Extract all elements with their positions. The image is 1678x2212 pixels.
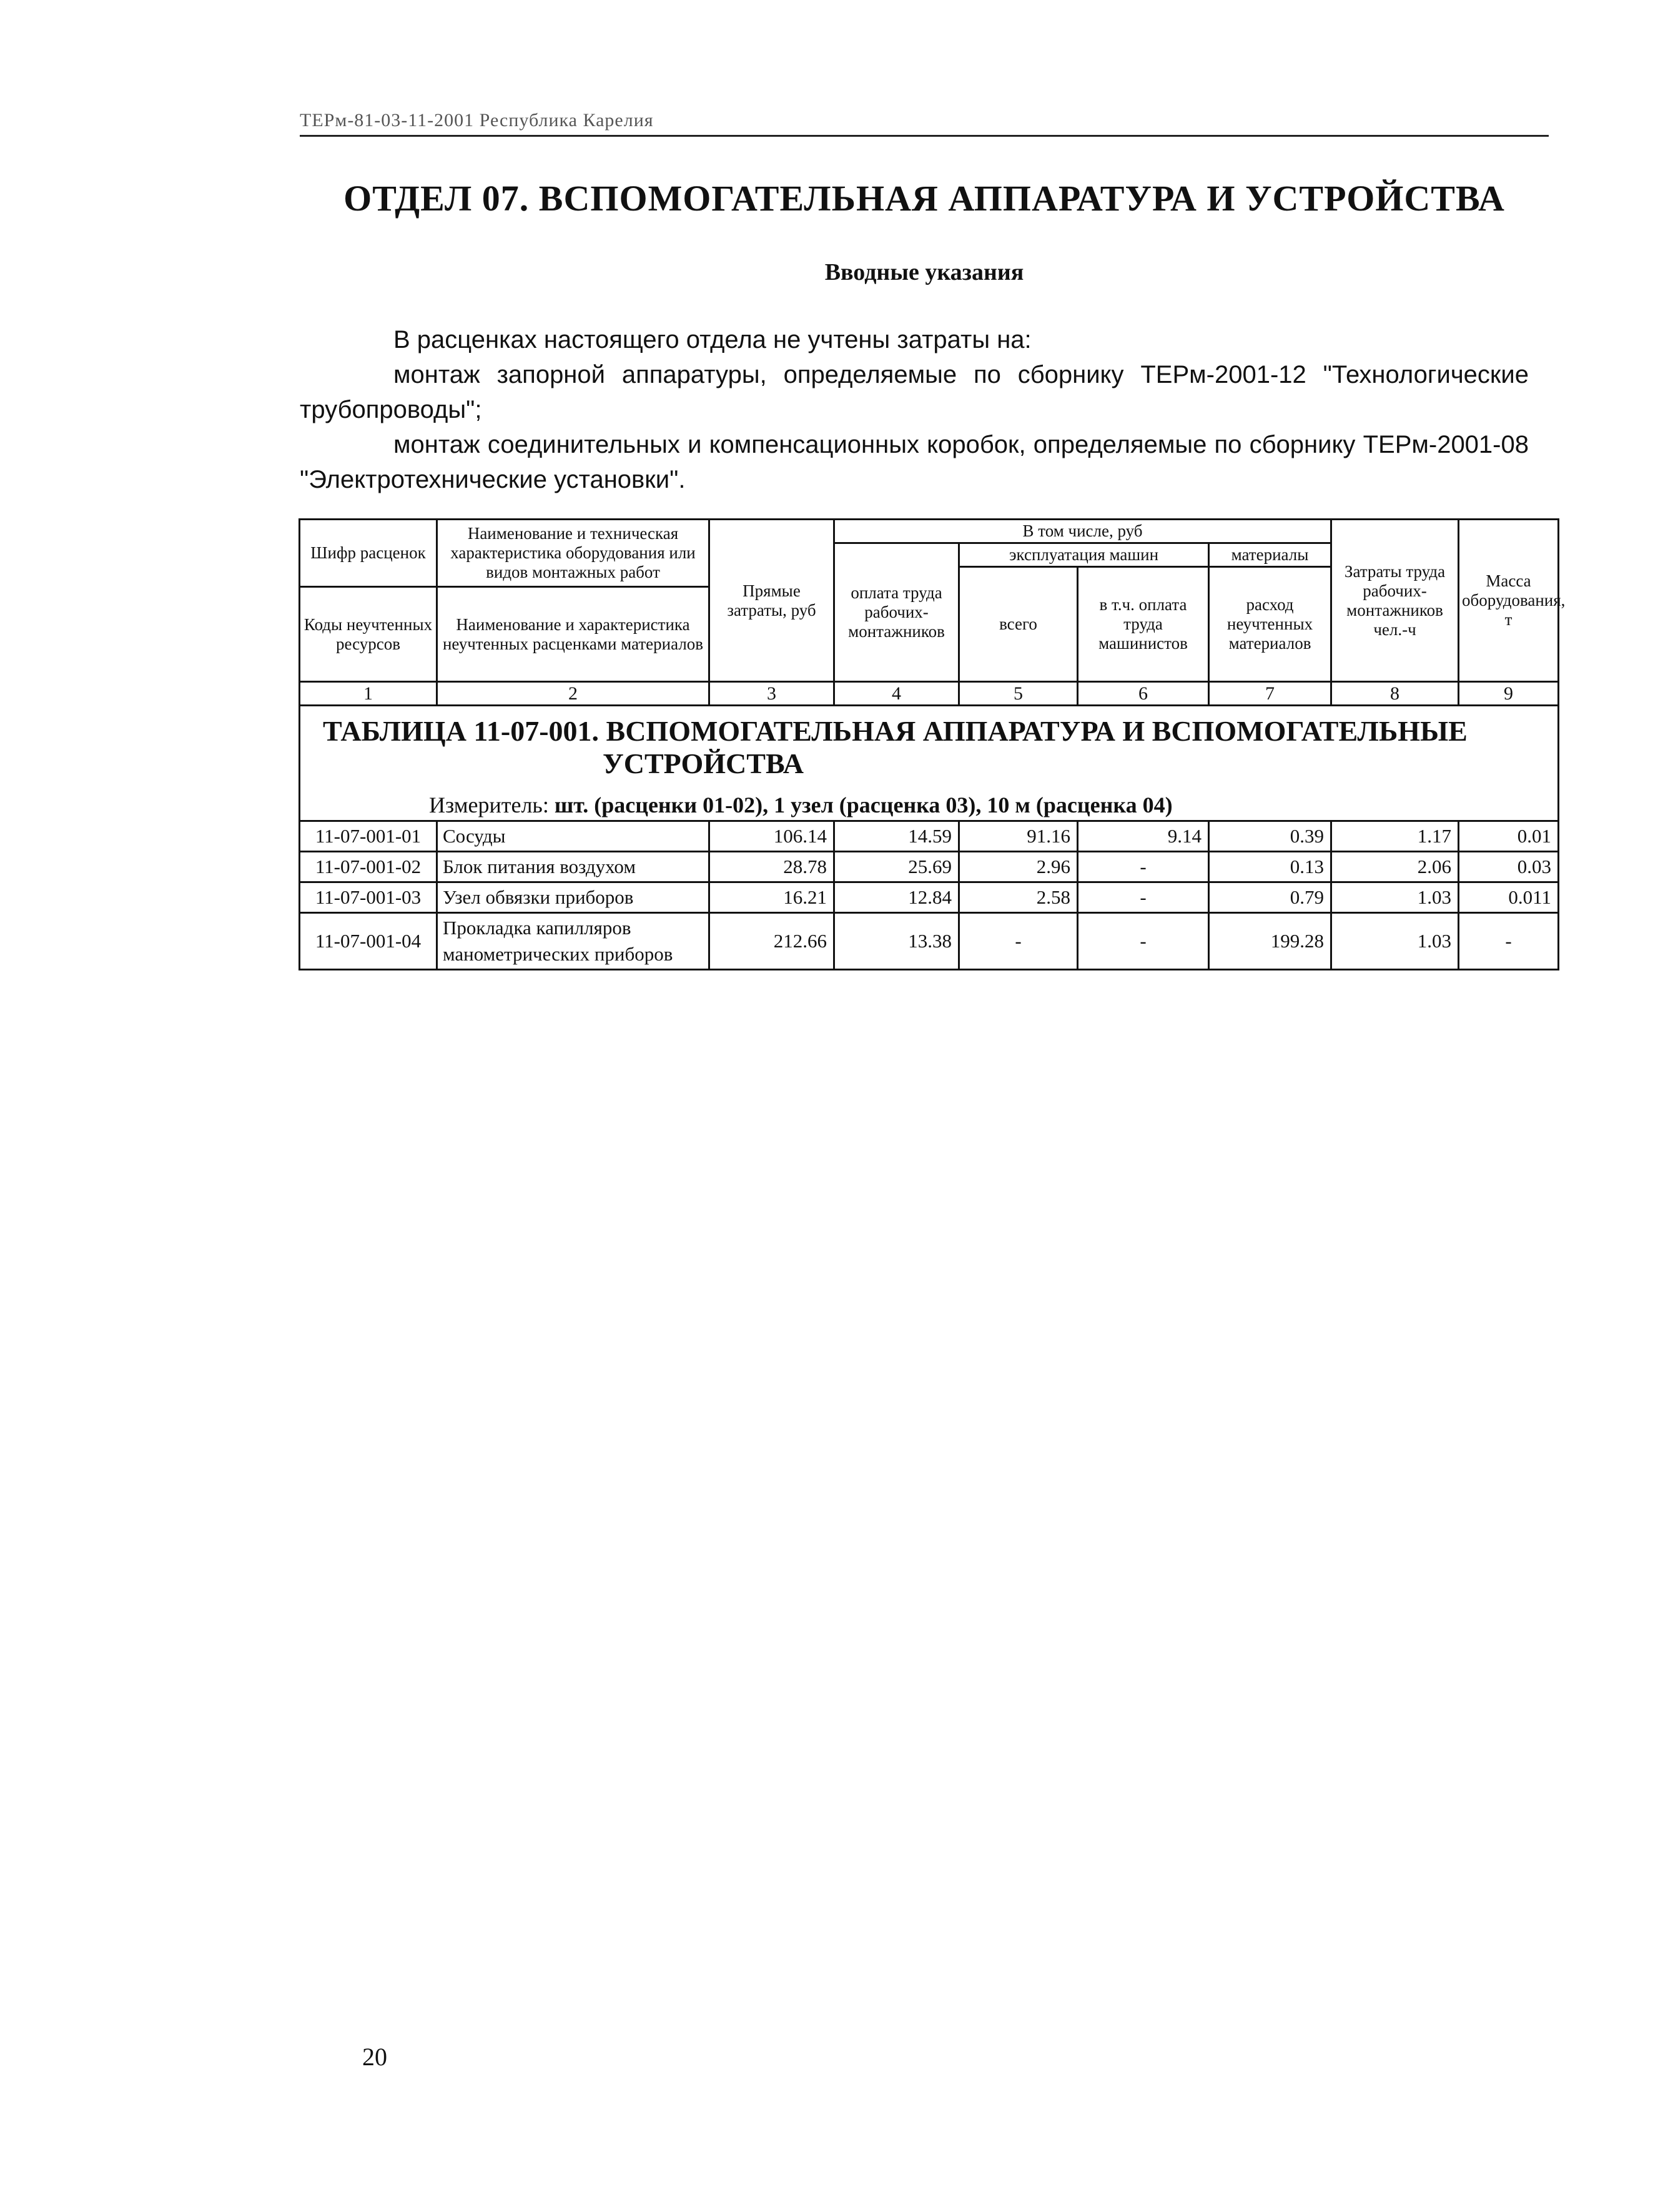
table-measure [323, 792, 1545, 817]
cell-direct: 28.78 [709, 852, 834, 882]
header-equipment-mass: Масса оборудования, т [1459, 520, 1559, 682]
cell-materials: 0.79 [1209, 882, 1331, 913]
cell-code: 11-07-001-03 [300, 882, 437, 913]
intro-paragraph: В расценках настоящего отдела не учтены затраты на: [393, 326, 1032, 353]
header-materials: материалы [1209, 543, 1331, 567]
measure-value: шт. (расценки 01-02), 1 узел (расценка 03), 10 м (расценка 04) [554, 792, 1173, 817]
table-row [300, 821, 1559, 852]
cell-machines: 2.58 [959, 882, 1078, 913]
cell-mass: - [1459, 913, 1559, 970]
section-title: ОТДЕЛ 07. ВСПОМОГАТЕЛЬНАЯ АППАРАТУРА И УСТРОЙСТВА [343, 178, 1505, 219]
running-header: ТЕРм-81-03-11-2001 Республика Карелия [300, 110, 654, 131]
cell-labor: 25.69 [834, 852, 959, 882]
page-number: 20 [362, 2043, 387, 2071]
header-machinist-pay: в т.ч. оплата труда машинистов [1078, 567, 1209, 682]
cell-labor: 12.84 [834, 882, 959, 913]
header-labor-costs: Затраты труда рабочих-монтажников чел.-ч [1331, 520, 1459, 682]
cell-labor-hours: 2.06 [1331, 852, 1459, 882]
cell-mass: 0.011 [1459, 882, 1559, 913]
cell-code: 11-07-001-02 [300, 852, 437, 882]
cell-direct: 106.14 [709, 821, 834, 852]
intro-paragraph: монтаж запорной аппаратуры, определяемые по сборнику ТЕРм-2001-12 "Технологические трубопроводы"; [300, 361, 1529, 423]
header-codes-unaccounted: Коды неучтенных ресурсов [300, 587, 437, 682]
cell-direct: 212.66 [709, 913, 834, 970]
column-number: 6 [1078, 682, 1209, 706]
header-name: Наименование и техническая характеристика оборудования или видов монтажных работ [437, 520, 709, 587]
header-including: В том числе, руб [834, 520, 1331, 543]
column-number: 5 [959, 682, 1078, 706]
intro-title: Вводные указания [824, 259, 1024, 285]
cell-mass: 0.01 [1459, 821, 1559, 852]
column-number: 1 [300, 682, 437, 706]
rates-table [299, 518, 1566, 970]
table-row [300, 882, 1559, 913]
cell-mass: 0.03 [1459, 852, 1559, 882]
header-materials-consumption: расход неучтенных материалов [1209, 567, 1331, 682]
cell-machinists: 9.14 [1078, 821, 1209, 852]
cell-machinists: - [1078, 882, 1209, 913]
cell-name: Узел обвязки приборов [437, 882, 709, 913]
table-row [300, 913, 1559, 970]
header-name-unaccounted: Наименование и характеристика неучтенных расценками материалов [437, 587, 709, 682]
column-number: 2 [437, 682, 709, 706]
table-title-line: ТАБЛИЦА 11-07-001. ВСПОМОГАТЕЛЬНАЯ АППАРАТУРА И ВСПОМОГАТЕЛЬНЫЕ [323, 715, 1468, 747]
header-machine-total: всего [959, 567, 1078, 682]
measure-label: Измеритель: [429, 792, 549, 817]
cell-name: Прокладка капилляров манометрических приборов [437, 913, 709, 970]
header-direct-costs: Прямые затраты, руб [709, 520, 834, 682]
cell-materials: 0.39 [1209, 821, 1331, 852]
cell-labor-hours: 1.03 [1331, 882, 1459, 913]
cell-name: Блок питания воздухом [437, 852, 709, 882]
cell-code: 11-07-001-04 [300, 913, 437, 970]
cell-materials: 199.28 [1209, 913, 1331, 970]
cell-labor: 13.38 [834, 913, 959, 970]
column-number: 7 [1209, 682, 1331, 706]
header-machine-operation: эксплуатация машин [959, 543, 1209, 567]
column-number: 4 [834, 682, 959, 706]
header-labor-pay: оплата труда рабочих-монтажников [834, 543, 959, 682]
cell-materials: 0.13 [1209, 852, 1331, 882]
cell-machines: 2.96 [959, 852, 1078, 882]
cell-labor-hours: 1.03 [1331, 913, 1459, 970]
cell-labor-hours: 1.17 [1331, 821, 1459, 852]
cell-labor: 14.59 [834, 821, 959, 852]
intro-text [300, 322, 1529, 497]
column-number: 3 [709, 682, 834, 706]
column-number: 8 [1331, 682, 1459, 706]
cell-direct: 16.21 [709, 882, 834, 913]
cell-code: 11-07-001-01 [300, 821, 437, 852]
cell-machines: - [959, 913, 1078, 970]
table-title [300, 706, 1559, 821]
header-code: Шифр расценок [300, 520, 437, 587]
table-title-line: УСТРОЙСТВА [603, 748, 804, 779]
cell-machinists: - [1078, 913, 1209, 970]
table-row [300, 852, 1559, 882]
header-rule [300, 135, 1549, 137]
intro-paragraph: монтаж соединительных и компенсационных коробок, определяемые по сборнику ТЕРм-2001-08 "Электротехнические установки". [300, 431, 1529, 493]
cell-machines: 91.16 [959, 821, 1078, 852]
cell-machinists: - [1078, 852, 1209, 882]
column-number: 9 [1459, 682, 1559, 706]
cell-name: Сосуды [437, 821, 709, 852]
